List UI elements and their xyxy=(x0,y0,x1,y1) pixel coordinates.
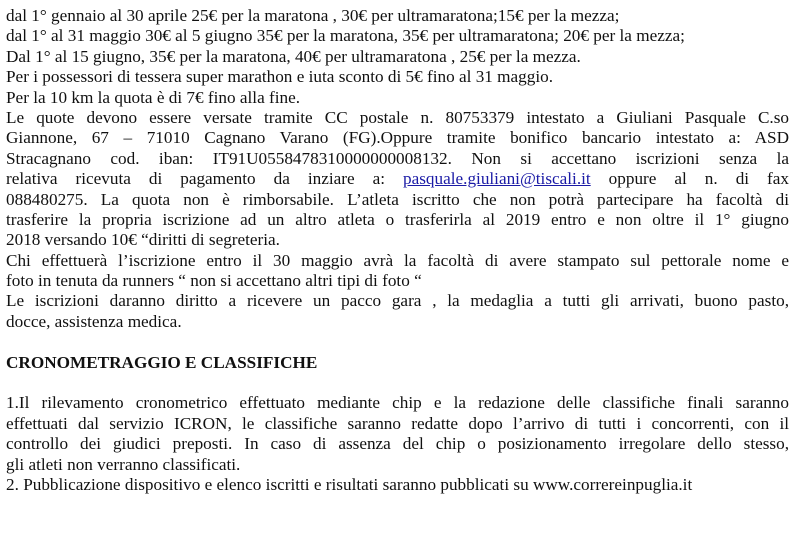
payment-line-6: trasferire la propria iscrizione ad un altro atleta o trasferirla al 2019 entro e non oltre il 1° giugno xyxy=(6,209,789,229)
fee-line-10km: Per la 10 km la quota è di 7€ fino alla fine. xyxy=(6,87,301,107)
fee-line-discount: Per i possessori di tessera super marathon e iuta sconto di 5€ fino al 31 maggio. xyxy=(6,67,554,87)
bib-line-1: Chi effettuerà l’iscrizione entro il 30 maggio avrà la facoltà di avere stampato sul pettorale nome e xyxy=(6,250,789,270)
fees-section xyxy=(6,6,789,108)
payment-line-2: Giannone, 67 – 71010 Cagnano Varano (FG).Oppure tramite bonifico bancario intestato a: ASD xyxy=(6,128,789,148)
payment-line-5: 088480275. La quota non è rimborsabile. L’atleta iscritto che non potrà partecipare ha facoltà di xyxy=(6,189,789,209)
fee-line-january-april: dal 1° gennaio al 30 aprile 25€ per la maratona , 30€ per ultramaratona;15€ per la mezza; xyxy=(6,6,620,25)
section-heading: CRONOMETRAGGIO E CLASSIFICHE xyxy=(6,352,318,372)
payment-line-3: Stracagnano cod. iban: IT91U0558478310000000008132. Non si accettano iscrizioni senza la xyxy=(6,148,789,168)
race-pack-line-1: Le iscrizioni daranno diritto a ricevere un pacco gara , la medaglia a tutti gli arrivati, buono pasto, xyxy=(6,291,789,311)
payment-line-4 xyxy=(6,169,789,189)
bib-line-2: foto in tenuta da runners “ non si accettano altri tipi di foto “ xyxy=(6,271,422,291)
bib-section xyxy=(6,251,789,292)
payment-line-4-fax: oppure al n. di fax xyxy=(590,169,790,189)
timing-line-2: effettuati dal servizio ICRON, le classifiche saranno redatte dopo l’arrivo di tutti i concorrenti, con il xyxy=(6,413,789,433)
timing-line-3: controllo dei giudici preposti. In caso di assenza del chip o posizionamento irregolare dello stesso, xyxy=(6,434,789,454)
document-page xyxy=(6,6,789,495)
payment-section xyxy=(6,108,789,251)
payment-line-7: 2018 versando 10€ “diritti di segreteria. xyxy=(6,230,280,250)
payment-line-1: Le quote devono essere versate tramite CC postale n. 80753379 intestato a Giuliani Pasquale C.so xyxy=(6,107,789,127)
race-pack-line-2: docce, assistenza medica. xyxy=(6,311,182,331)
publication-line: 2. Pubblicazione dispositivo e elenco iscritti e risultati saranno pubblicati su www.correreinpuglia.it xyxy=(6,474,693,494)
fee-line-may: dal 1° al 31 maggio 30€ al 5 giugno 35€ per la maratona, 35€ per ultramaratona; 20€ per la mezza; xyxy=(6,26,685,46)
fee-line-june: Dal 1° al 15 giugno, 35€ per la maratona, 40€ per ultramaratona , 25€ per la mezza. xyxy=(6,46,581,66)
email-link[interactable]: pasquale.giuliani@tiscali.it xyxy=(403,169,591,189)
payment-line-4-text: relativa ricevuta di pagamento da inziare a: xyxy=(6,169,404,189)
timing-line-4: gli atleti non verranno classificati. xyxy=(6,454,241,474)
timing-line-1: 1.Il rilevamento cronometrico effettuato mediante chip e la redazione delle classifiche finali saranno xyxy=(6,393,789,413)
timing-section xyxy=(6,393,789,495)
race-pack-section xyxy=(6,291,789,332)
spacer xyxy=(6,332,789,352)
spacer xyxy=(6,373,789,393)
